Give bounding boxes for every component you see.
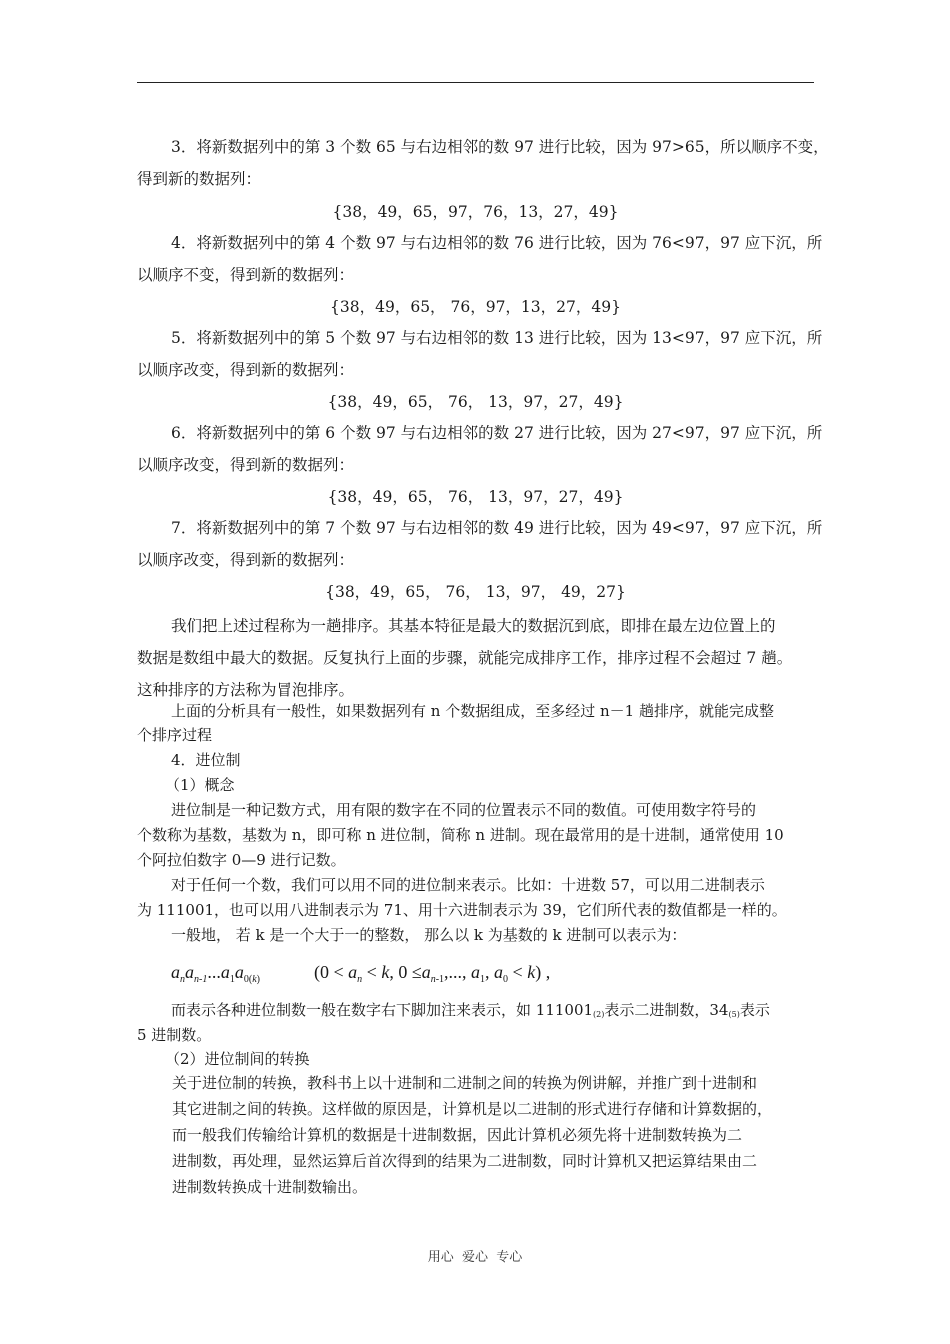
step-5-sequence: {38，49，65， 76， 13，97，27，49} — [327, 393, 624, 411]
paragraph-general-form: 一般地， 若 k 是一个大于一的整数， 那么以 k 为基数的 k 进制可以表示为： — [171, 926, 687, 944]
step-7-cont: 以顺序改变，得到新的数据列： — [137, 551, 355, 569]
paragraph-conversion-5: 进制数转换成十进制数输出。 — [172, 1178, 368, 1196]
step-4-cont: 以顺序不变，得到新的数据列： — [137, 266, 355, 284]
paragraph-conversion-3: 而一般我们传输给计算机的数据是十进制数据，因此计算机必须先将十进制数转换为二 — [172, 1126, 743, 1144]
step-3-sequence: {38，49，65，97，76，13，27，49} — [332, 203, 619, 221]
paragraph-example-1: 对于任何一个数，我们可以用不同的进位制来表示。比如：十进数 57，可以用二进制表示 — [171, 876, 765, 894]
paragraph-concept-2: 个数称为基数，基数为 n，即可称 n 进位制，简称 n 进制。现在最常用的是十进制，通常使用 10 — [137, 826, 784, 844]
paragraph-conversion-4: 进制数，再处理，显然运算后首次得到的结果为二进制数，同时计算机又把运算结果由二 — [172, 1152, 758, 1170]
step-6-cont: 以顺序改变，得到新的数据列： — [137, 456, 355, 474]
paragraph-bubble-1: 我们把上述过程称为一趟排序。其基本特征是最大的数据沉到底，即排在最左边位置上的 — [171, 617, 776, 635]
paragraph-conversion-1: 关于进位制的转换，教科书上以十进制和二进制之间的转换为例讲解，并推广到十进制和 — [172, 1074, 758, 1092]
subheading-conversion: （2）进位制间的转换 — [165, 1050, 310, 1068]
paragraph-concept-3: 个阿拉伯数字 0—9 进行记数。 — [137, 851, 346, 869]
step-7-sequence: {38，49，65， 76， 13，97， 49，27} — [325, 583, 626, 601]
paragraph-concept-1: 进位制是一种记数方式，用有限的数字在不同的位置表示不同的数值。可使用数字符号的 — [171, 801, 757, 819]
step-3-line: 3．将新数据列中的第 3 个数 65 与右边相邻的数 97 进行比较，因为 97>65，所以顺序不变， — [171, 138, 829, 156]
step-4-line: 4．将新数据列中的第 4 个数 97 与右边相邻的数 76 进行比较，因为 76<97，97 应下沉，所 — [171, 234, 823, 252]
paragraph-bubble-3: 这种排序的方法称为冒泡排序。 — [137, 681, 355, 699]
section-heading-base: 4．进位制 — [171, 751, 241, 769]
paragraph-general-2: 个排序过程 — [137, 726, 213, 744]
step-5-cont: 以顺序改变，得到新的数据列： — [137, 361, 355, 379]
base-k-formula: $a_na_{n-1}...a_1a_{0(k)}$ ($0 < a_n < k$, $0 \le a_{n-1}$,..., $a_1$, $a_0 < k$) , — [171, 962, 551, 985]
step-6-sequence: {38，49，65， 76， 13，97，27，49} — [327, 488, 624, 506]
paragraph-conversion-2: 其它进制之间的转换。这样做的原因是，计算机是以二进制的形式进行存储和计算数据的， — [172, 1100, 773, 1118]
paragraph-general-1: 上面的分析具有一般性，如果数据列有 n 个数据组成，至多经过 n－1 趟排序，就能完成整 — [171, 702, 774, 720]
paragraph-bubble-2: 数据是数组中最大的数据。反复执行上面的步骤，就能完成排序工作，排序过程不会超过 7 趟。 — [137, 649, 793, 667]
step-3-cont: 得到新的数据列： — [137, 170, 262, 188]
paragraph-example-2: 为 111001，也可以用八进制表示为 71、用十六进制表示为 39，它们所代表的数值都是一样的。 — [137, 901, 787, 919]
paragraph-notation-2: 5 进制数。 — [137, 1026, 212, 1044]
subheading-concept: （1）概念 — [165, 776, 235, 794]
step-5-line: 5．将新数据列中的第 5 个数 97 与右边相邻的数 13 进行比较，因为 13<97，97 应下沉，所 — [171, 329, 823, 347]
paragraph-notation-1: 而表示各种进位制数一般在数字右下脚加注来表示，如 $111001_{(2)}$表示二进制数，$34_{(5)}$表示 — [171, 1001, 770, 1019]
header-rule — [137, 82, 814, 83]
page-footer: 用心 爱心 专心 — [427, 1250, 523, 1265]
step-6-line: 6．将新数据列中的第 6 个数 97 与右边相邻的数 27 进行比较，因为 27<97，97 应下沉，所 — [171, 424, 823, 442]
step-7-line: 7．将新数据列中的第 7 个数 97 与右边相邻的数 49 进行比较，因为 49<97，97 应下沉，所 — [171, 519, 823, 537]
step-4-sequence: {38，49，65， 76，97，13，27，49} — [330, 298, 621, 316]
